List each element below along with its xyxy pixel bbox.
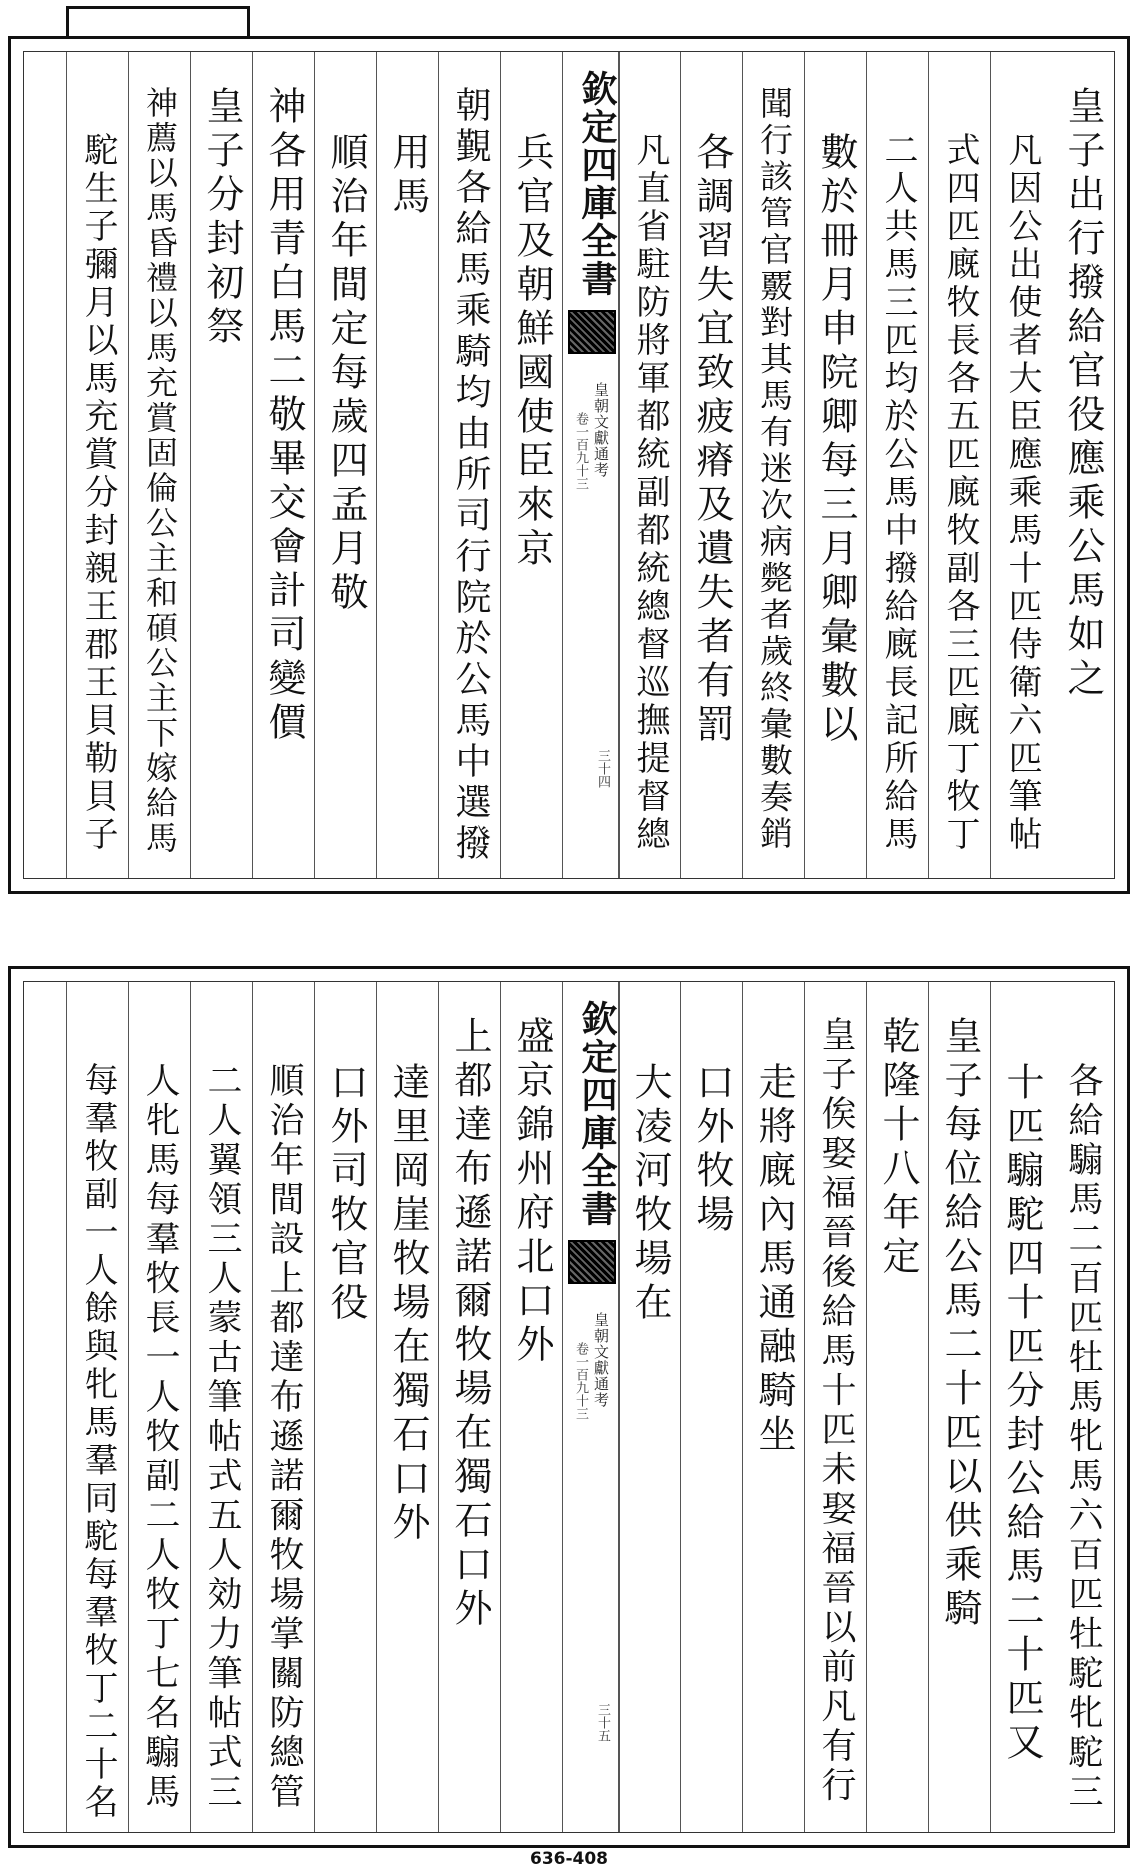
- book-title-banner: [562, 52, 620, 878]
- column-text: 口外司牧官役: [324, 1062, 368, 1326]
- column-text: 皇子分封初祭: [200, 86, 244, 350]
- text-column: [500, 52, 563, 878]
- column-text: 口外牧場: [690, 1062, 734, 1238]
- text-column: [990, 982, 1053, 1832]
- column-text: 凡直省駐防將軍都統副都統總督巡撫提督總: [630, 132, 670, 854]
- column-text: 式四匹廐牧長各五匹廐牧副各三匹廐丁牧丁: [940, 132, 980, 854]
- column-text: 達里岡崖牧場在獨石口外: [386, 1062, 430, 1546]
- column-text: 十匹騸駝四十匹分封公給馬二十匹又: [1000, 1062, 1044, 1766]
- column-text: 神各用青白馬二敬畢交會計司變價: [262, 86, 306, 746]
- column-text: 朝覲各給馬乘騎均由所司行院於公馬中選撥: [450, 86, 491, 865]
- column-text: 大凌河牧場在: [628, 1062, 672, 1326]
- text-column: [990, 52, 1053, 878]
- book-title: 欽定四庫全書: [576, 1000, 618, 1228]
- column-text: 神薦以馬昏禮以馬充賞固倫公主和碩公主下嫁給馬: [141, 86, 179, 856]
- column-text: 數於冊月申院卿每三月卿彙數以: [814, 132, 858, 748]
- text-column: [66, 52, 129, 878]
- column-text: 人牝馬每羣牧長一人牧副二人牧丁七名騸馬: [140, 1062, 180, 1813]
- volume-reference: 卷一百九十三: [573, 1342, 588, 1420]
- text-column: [438, 52, 501, 878]
- text-column: [866, 52, 929, 878]
- leaf-number: 三十五: [595, 1703, 610, 1742]
- column-text: 乾隆十八年定: [876, 1016, 920, 1280]
- text-column: [438, 982, 501, 1832]
- top-page-tab: [66, 6, 250, 40]
- column-text: 皇子出行撥給官役應乘公馬如之: [1061, 86, 1105, 702]
- book-title-banner: [562, 982, 620, 1832]
- text-column: [1052, 982, 1114, 1832]
- text-column: [128, 52, 191, 878]
- column-text: 各調習失宜致疲瘠及遺失者有罰: [690, 132, 734, 748]
- top-page: [8, 36, 1130, 894]
- text-column: [928, 982, 991, 1832]
- column-text: 兵官及朝鮮國使臣來京: [510, 132, 554, 572]
- column-text: 上都達布遜諾爾牧場在獨石口外: [448, 1016, 492, 1632]
- bottom-page: [8, 966, 1130, 1848]
- text-column: [742, 982, 805, 1832]
- top-page-columns: [23, 51, 1115, 879]
- page-number-footer: 636-408: [529, 1849, 609, 1869]
- column-text: 走將廐內馬通融騎坐: [752, 1062, 796, 1458]
- text-column: [500, 982, 563, 1832]
- book-title: 欽定四庫全書: [576, 70, 618, 298]
- column-text: 二人共馬三匹均於公馬中撥給廐長記所給馬: [878, 132, 918, 854]
- column-text: 皇子俟娶福晉後給馬十匹未娶福晉以前凡有行: [816, 1016, 856, 1806]
- text-column: [866, 982, 929, 1832]
- column-text: 聞行該管官覈對其馬有迷次病斃者歲終彙數奏銷: [755, 86, 794, 853]
- column-text: 盛京錦州府北口外: [510, 1016, 554, 1368]
- column-text: 凡因公出使者大臣應乘馬十匹侍衛六匹筆帖: [1002, 132, 1042, 854]
- book-subtitle: 皇朝文獻通考: [592, 1312, 610, 1408]
- text-column: [190, 982, 253, 1832]
- text-column: [742, 52, 805, 878]
- text-column: [376, 52, 439, 878]
- text-column: [376, 982, 439, 1832]
- column-text: 用馬: [386, 132, 430, 220]
- text-column: [680, 52, 743, 878]
- volume-reference: 卷一百九十三: [573, 412, 588, 490]
- book-subtitle: 皇朝文獻通考: [592, 382, 610, 478]
- text-column: [928, 52, 991, 878]
- column-text: 皇子每位給公馬二十匹以供乘騎: [938, 1016, 982, 1632]
- text-column: [190, 52, 253, 878]
- text-column: [618, 982, 681, 1832]
- text-column: [314, 982, 377, 1832]
- text-column: [804, 982, 867, 1832]
- text-column: [314, 52, 377, 878]
- column-text: 每羣牧副一人餘與牝馬羣同駝每羣牧丁二十名: [78, 1062, 118, 1822]
- seal-stamp: [568, 1240, 616, 1284]
- column-text: 二人翼領三人蒙古筆帖式五人効力筆帖式三: [202, 1062, 242, 1813]
- column-text: 駝生子彌月以馬充賞分封親王郡王貝勒貝子: [78, 132, 118, 854]
- text-column: [804, 52, 867, 878]
- bottom-page-columns: [23, 981, 1115, 1833]
- text-column: [66, 982, 129, 1832]
- text-column: [1052, 52, 1114, 878]
- column-text: 各給騸馬二百匹牡馬牝馬六百匹牡駝牝駝三: [1063, 1062, 1103, 1813]
- text-column: [128, 982, 191, 1832]
- seal-stamp: [568, 310, 616, 354]
- text-column: [618, 52, 681, 878]
- text-column: [252, 982, 315, 1832]
- text-column: [680, 982, 743, 1832]
- leaf-number: 三十四: [595, 749, 610, 788]
- column-text: 順治年間定每歲四孟月敬: [324, 132, 368, 616]
- text-column: [252, 52, 315, 878]
- column-text: 順治年間設上都達布遜諾爾牧場掌關防總管: [264, 1062, 304, 1813]
